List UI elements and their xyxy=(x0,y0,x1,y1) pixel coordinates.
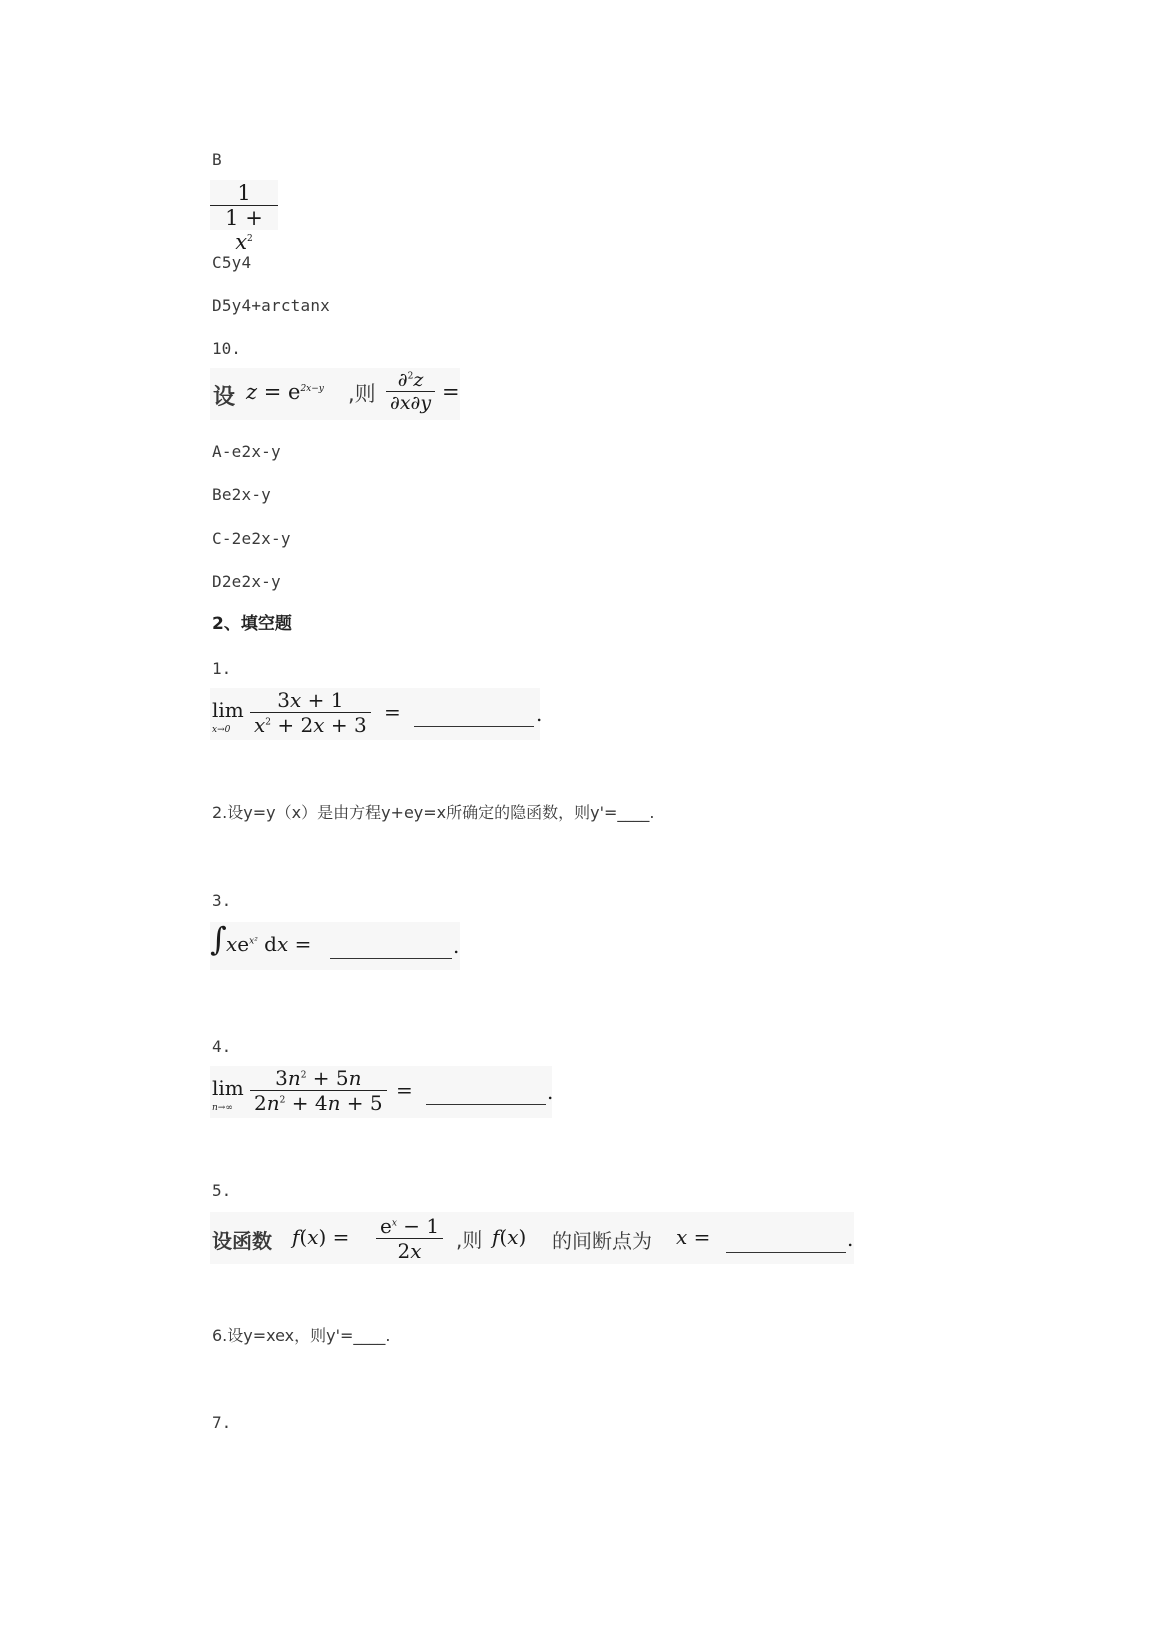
fill-3-number: 3. xyxy=(212,891,232,910)
option-c: C5y4 xyxy=(212,253,252,272)
q10-option-a: A-e2x-y xyxy=(212,442,281,461)
fill-4-number: 4. xyxy=(212,1037,232,1056)
fill-1-number: 1. xyxy=(212,659,232,678)
fill-4-formula: lim n→∞ $\frac{3n^2 + 5n}{2n^2 + 4n + 5}$ = . xyxy=(210,1066,552,1118)
q10-option-c: C-2e2x-y xyxy=(212,529,291,548)
q10-comma: ,则 xyxy=(348,382,376,406)
q10-option-d: D2e2x-y xyxy=(212,572,281,591)
f5-prefix: 设函数 xyxy=(212,1229,272,1253)
fill-5-formula: 设函数 f(x) = $\frac{e^x - 1}{2x}$ ,则 f(x) 的间断点为 x = . xyxy=(212,1214,854,1263)
option-d: D5y4+arctanx xyxy=(212,296,330,315)
q10-option-b: Be2x-y xyxy=(212,485,271,504)
fill-3-formula: ∫ $xe^{x^2}$ dx = . xyxy=(210,922,460,970)
fill-2-text: 2.设y=y（x）是由方程y+ey=x所确定的隐函数，则y'=____. xyxy=(212,803,655,822)
option-b-label: B xyxy=(212,150,222,169)
question-10-formula: 设 $z = e^{2x-y}$ ,则 $\frac{\partial^2z}{\partial x\partial y}$ = xyxy=(210,368,460,420)
question-10-number: 10. xyxy=(212,339,241,358)
fill-5-number: 5. xyxy=(212,1181,232,1200)
section-heading: 2、填空题 xyxy=(212,614,292,634)
q10-prefix: 设 xyxy=(213,385,236,410)
f5-middle: ,则 xyxy=(456,1228,483,1252)
fill-6-text: 6.设y=xex，则y'=____. xyxy=(212,1326,391,1345)
f5-suffix: 的间断点为 xyxy=(552,1229,652,1253)
option-b-formula: $\frac{1}{1 + x^2}$ xyxy=(210,180,278,230)
fill-7-number: 7. xyxy=(212,1413,232,1432)
fill-1-formula: lim x→0 $\frac{3x + 1}{x^2 + 2x + 3}$ = . xyxy=(210,688,540,740)
